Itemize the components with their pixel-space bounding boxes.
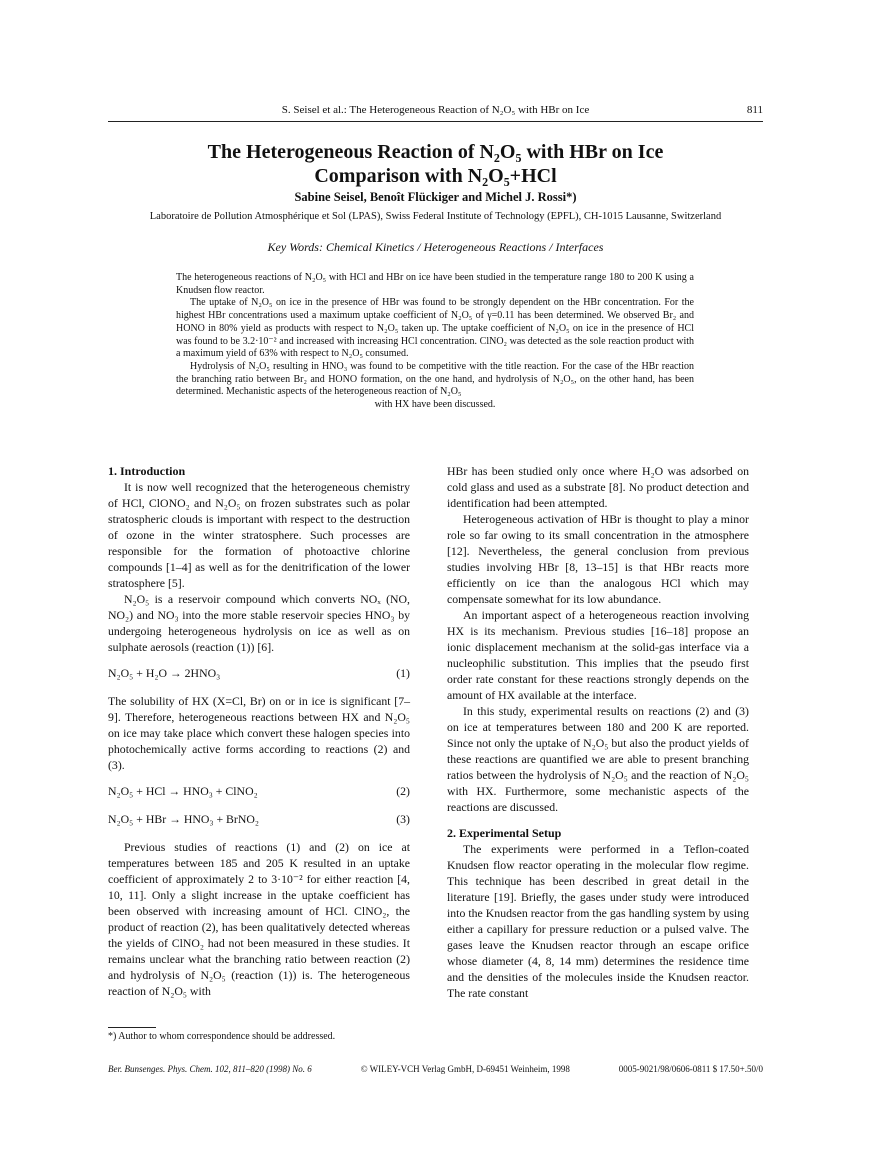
equation-2 — [108, 783, 410, 799]
running-head: S. Seisel et al.: The Heterogeneous Reaction of N₂O₅ with HBr on Ice — [281, 104, 590, 116]
section-heading-experimental: 2. Experimental Setup — [447, 826, 562, 840]
paragraph: Heterogeneous activation of HBr is thought to play a minor role so far owing to its small concentration in the atmosphere [12]. Nevertheless, the general conclusion from previous studies involving HBr [8, 13–15] is that HBr reacts more efficiently on ice than the analogous HCl which may compensate somewhat for its low abundance. — [447, 512, 749, 606]
section-heading-introduction: 1. Introduction — [108, 464, 186, 478]
footnote: *) Author to whom correspondence should be addressed. — [108, 1031, 336, 1042]
abstract-paragraph-3: Hydrolysis of N₂O₅ resulting in HNO₃ was found to be competitive with the title reaction. For the case of the HBr reaction the branching ratio between Br₂ and HONO formation, on the one hand, and hydrolysis of N₂O₅, on the other hand, has been determined. Mechanistic aspects of the heterogeneous reaction of N₂O₅ — [176, 360, 694, 398]
footer — [108, 1064, 763, 1074]
equation-text: N₂O₅ + H₂O → 2HNO₃ — [108, 666, 221, 680]
header-rule — [108, 121, 763, 122]
equation-number: (2) — [396, 784, 410, 798]
footnote-rule — [108, 1027, 156, 1028]
paragraph: The experiments were performed in a Teflon-coated Knudsen flow reactor operating in the molecular flow regime. This technique has been described in great detail in the literature [19]. Briefly, the gases under study were introduced into the Knudsen reactor from the gas handling system by using either a capillary for pressure reduction or a pulsed valve. The gases leave the Knudsen reactor through an escape orifice whose diameter (4, 8, 14 mm) determines the residence time and the densities of the molecules inside the Knudsen reactor. The rate constant — [447, 842, 749, 1000]
right-column — [447, 463, 749, 1001]
equation-text: N₂O₅ + HBr → HNO₃ + BrNO₂ — [108, 812, 259, 826]
spacer — [447, 815, 749, 825]
affiliation: Laboratoire de Pollution Atmosphérique et Sol (LPAS), Swiss Federal Institute of Technology (EPFL), CH-1015 Lausanne, Switzerland — [149, 211, 722, 222]
footer-code: 0005-9021/98/0606-0811 $ 17.50+.50/0 — [618, 1064, 763, 1074]
footer-journal: Ber. Bunsenges. Phys. Chem. 102, 811–820 (1998) No. 6 — [108, 1064, 312, 1074]
authors: Sabine Seisel, Benoît Flückiger and Michel J. Rossi*) — [294, 190, 577, 204]
paragraph: It is now well recognized that the heterogeneous chemistry of HCl, ClONO₂ and N₂O₅ on frozen substrates such as polar stratospheric clouds is important with respect to the destruction of ozone in the winter stratosphere. Such processes are responsible for the formation of photoactive chlorine compounds [1–4] as well as for the denitrification of the lower stratosphere [5]. — [108, 480, 410, 590]
abstract-paragraph-4: with HX have been discussed. — [374, 399, 496, 411]
page-number: 811 — [746, 104, 763, 116]
equation-number: (3) — [396, 812, 410, 826]
title-line-1: The Heterogeneous Reaction of N₂O₅ with HBr on Ice — [207, 141, 664, 163]
title-line-2: Comparison with N₂O₅+HCl — [314, 165, 557, 187]
paragraph: N₂O₅ is a reservoir compound which converts NOₓ (NO, NO₂) and NO₃ into the more stable reservoir species HNO₃ by undergoing heterogeneous hydrolysis on ice as well as on sulphate aerosols (reaction (1)) [6]. — [108, 592, 410, 654]
left-column — [108, 463, 410, 999]
equation-number: (1) — [396, 666, 410, 680]
abstract-paragraph-1: The heterogeneous reactions of N₂O₅ with HCl and HBr on ice have been studied in the temperature range 180 to 200 K using a Knudsen flow reactor. — [176, 272, 694, 296]
abstract — [176, 272, 694, 412]
paragraph: HBr has been studied only once where H₂O was adsorbed on cold glass and used as a substrate [8]. No product detection and identification had been attempted. — [447, 464, 749, 510]
paragraph: Previous studies of reactions (1) and (2) on ice at temperatures between 185 and 205 K resulted in an uptake coefficient of approximately 2 to 3·10⁻² for either reaction [4, 10, 11]. Only a slight increase in the uptake coefficient has been observed with increasing amount of HCl. ClNO₂, the product of reaction (2), has been qualitatively detected whereas the yields of ClNO₂ had not been measured in these studies. It remains unclear what the branching ratio between reaction (2) and hydrolysis of N₂O₅ (reaction (1)) is. The heterogeneous reaction of N₂O₅ with — [108, 840, 410, 998]
paragraph: The solubility of HX (X=Cl, Br) on or in ice is significant [7–9]. Therefore, heterogeneous reactions between HX and N₂O₅ on ice may take place which convert these halogen species into photochemically active forms according to reactions (2) and (3). — [108, 694, 410, 772]
paragraph: In this study, experimental results on reactions (2) and (3) on ice at temperatures between 180 and 200 K are reported. Since not only the uptake of N₂O₅ but also the product yields of these reactions are quantified we are able to present branching ratios between the hydrolysis of N₂O₅ and the reaction of N₂O₅ with HX. Furthermore, some mechanistic aspects of the reactions are discussed. — [447, 704, 749, 814]
footer-publisher: © WILEY-VCH Verlag GmbH, D-69451 Weinheim, 1998 — [360, 1064, 570, 1074]
equation-1 — [108, 665, 410, 681]
paragraph: An important aspect of a heterogeneous reaction involving HX is its mechanism. Previous studies [16–18] propose an ionic displacement mechanism at the solid-gas interface via a nucleophilic substitution. This implies that the pseudo first order rate constant for these reactions strongly depends on the amount of HX available at the interface. — [447, 608, 749, 702]
keywords: Key Words: Chemical Kinetics / Heterogeneous Reactions / Interfaces — [267, 240, 604, 254]
abstract-paragraph-2: The uptake of N₂O₅ on ice in the presence of HBr was found to be strongly dependent on the HBr concentration. For the highest HBr concentrations used a maximum uptake coefficient of N₂O₅ of γ=0.11 has been determined. We observed Br₂ and HONO in 80% yield as products with respect to N₂O₅ taken up. The uptake coefficient of N₂O₅ on ice in the presence of HCl was found to be 3.2·10⁻² and increased with increasing HCl concentration. ClNO₂ was detected as the sole reaction product with a maximum yield of 63% with respect to N₂O₅ consumed. — [176, 297, 694, 360]
equation-text: N₂O₅ + HCl → HNO₃ + ClNO₂ — [108, 784, 258, 798]
paper-title — [108, 140, 763, 188]
equation-3 — [108, 811, 410, 827]
